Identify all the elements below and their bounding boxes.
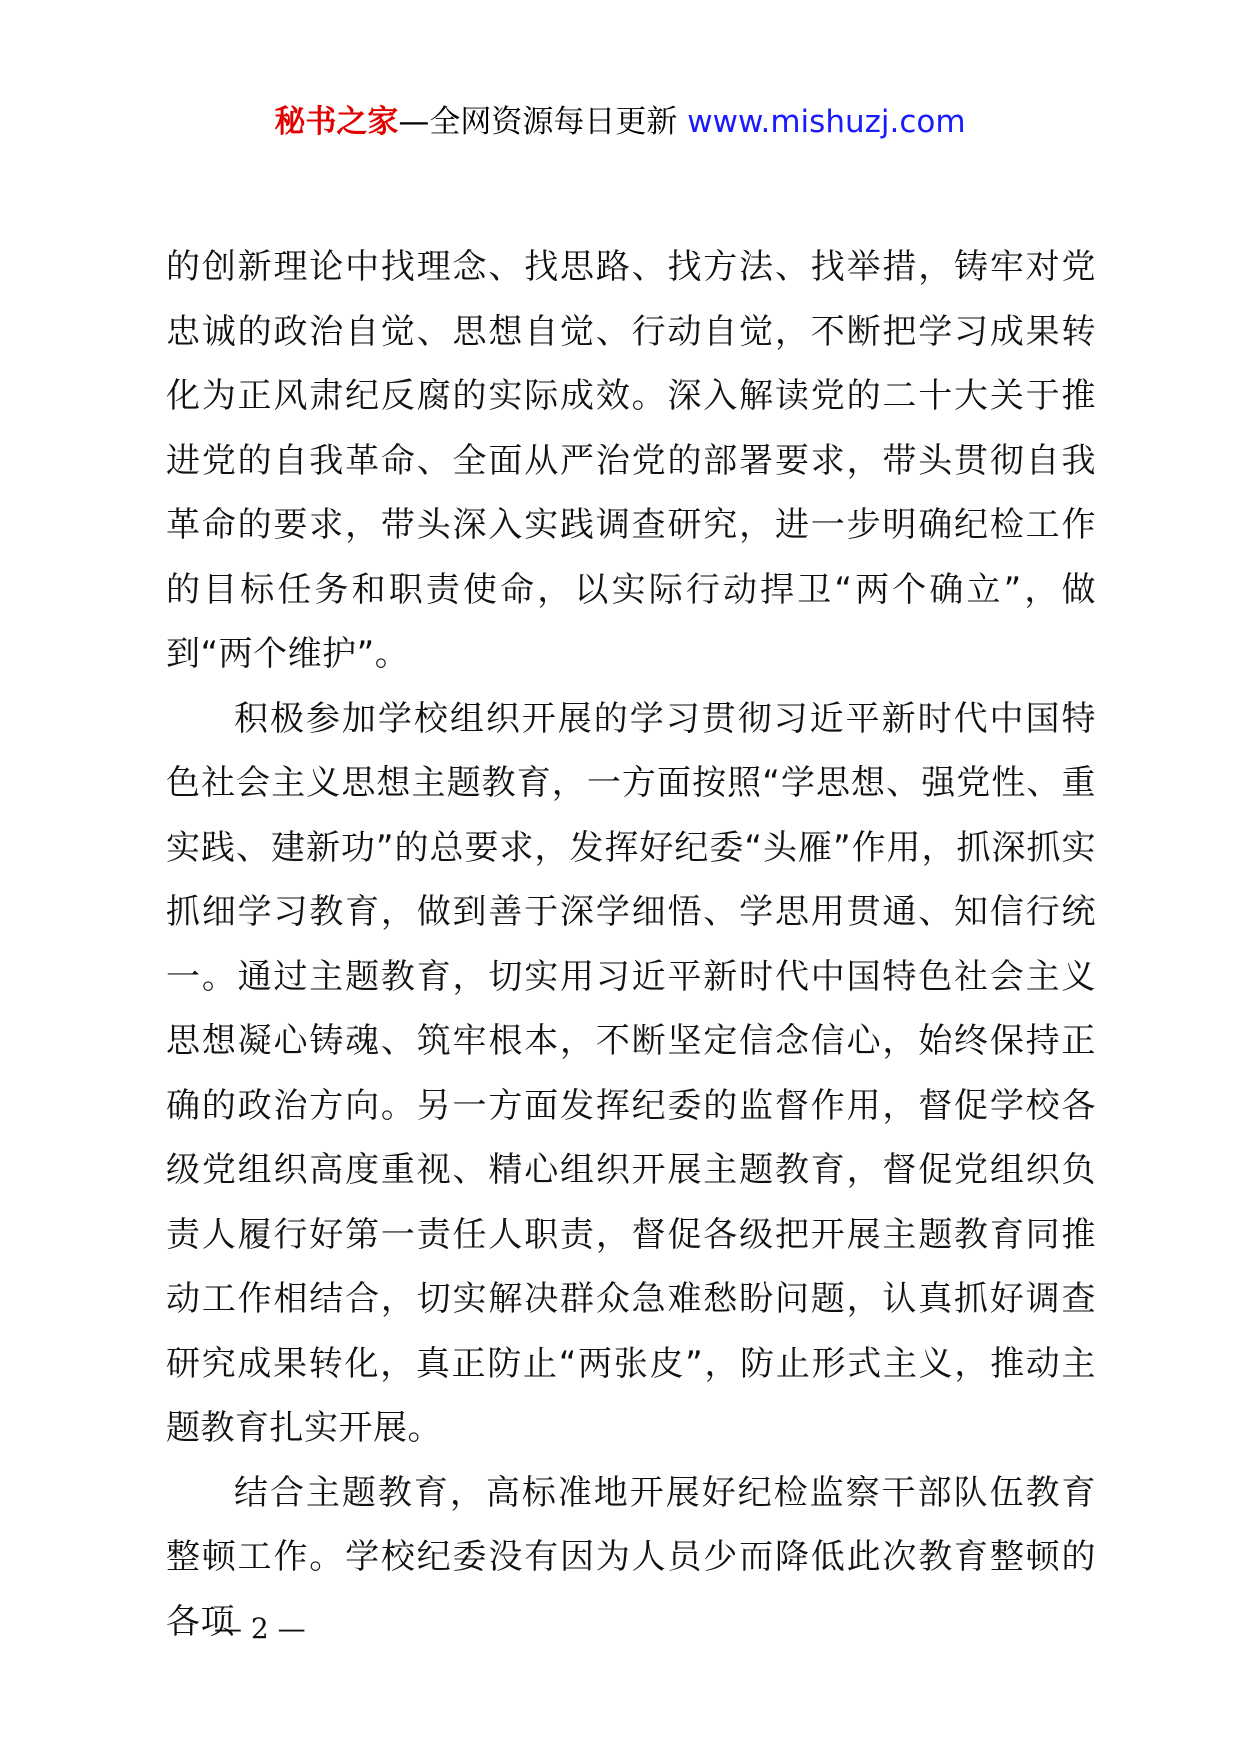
header-slogan: —全网资源每日更新 xyxy=(398,104,678,140)
site-url-link[interactable]: www.mishuzj.com xyxy=(687,104,966,140)
document-body xyxy=(166,235,1096,1654)
brand-name: 秘书之家 xyxy=(274,104,399,140)
paragraph-rectification: 结合主题教育，高标准地开展好纪检监察干部队伍教育整顿工作。学校纪委没有因为人员少而降低此次教育整顿的各项 xyxy=(166,1472,1096,1642)
site-header xyxy=(0,100,1240,144)
paragraph-theme-education: 积极参加学校组织开展的学习贯彻习近平新时代中国特色社会主义思想主题教育，一方面按照“学思想、强党性、重实践、建新功”的总要求，发挥好纪委“头雁”作用，抓深抓实抓细学习教育，做到善于深学细悟、学思用贯通、知信行统一。通过主题教育，切实用习近平新时代中国特色社会主义思想凝心铸魂、筑牢根本，不断坚定信念信心，始终保持正确的政治方向。另一方面发挥纪委的监督作用，督促学校各级党组织高度重视、精心组织开展主题教育，督促党组织负责人履行好第一责任人职责，督促各级把开展主题教育同推动工作相结合，切实解决群众急难愁盼问题，认真抓好调查研究成果转化，真正防止“两张皮”，防止形式主义，推动主题教育扎实开展。 xyxy=(166,698,1096,1448)
paragraph-continuation: 的创新理论中找理念、找思路、找方法、找举措，铸牢对党忠诚的政治自觉、思想自觉、行动自觉，不断把学习成果转化为正风肃纪反腐的实际成效。深入解读党的二十大关于推进党的自我革命、全面从严治党的部署要求，带头贯彻自我革命的要求，带头深入实践调查研究，进一步明确纪检工作的目标任务和职责使命，以实际行动捍卫“两个确立”，做到“两个维护”。 xyxy=(166,247,1096,674)
page-number: — 2 — xyxy=(214,1612,306,1645)
